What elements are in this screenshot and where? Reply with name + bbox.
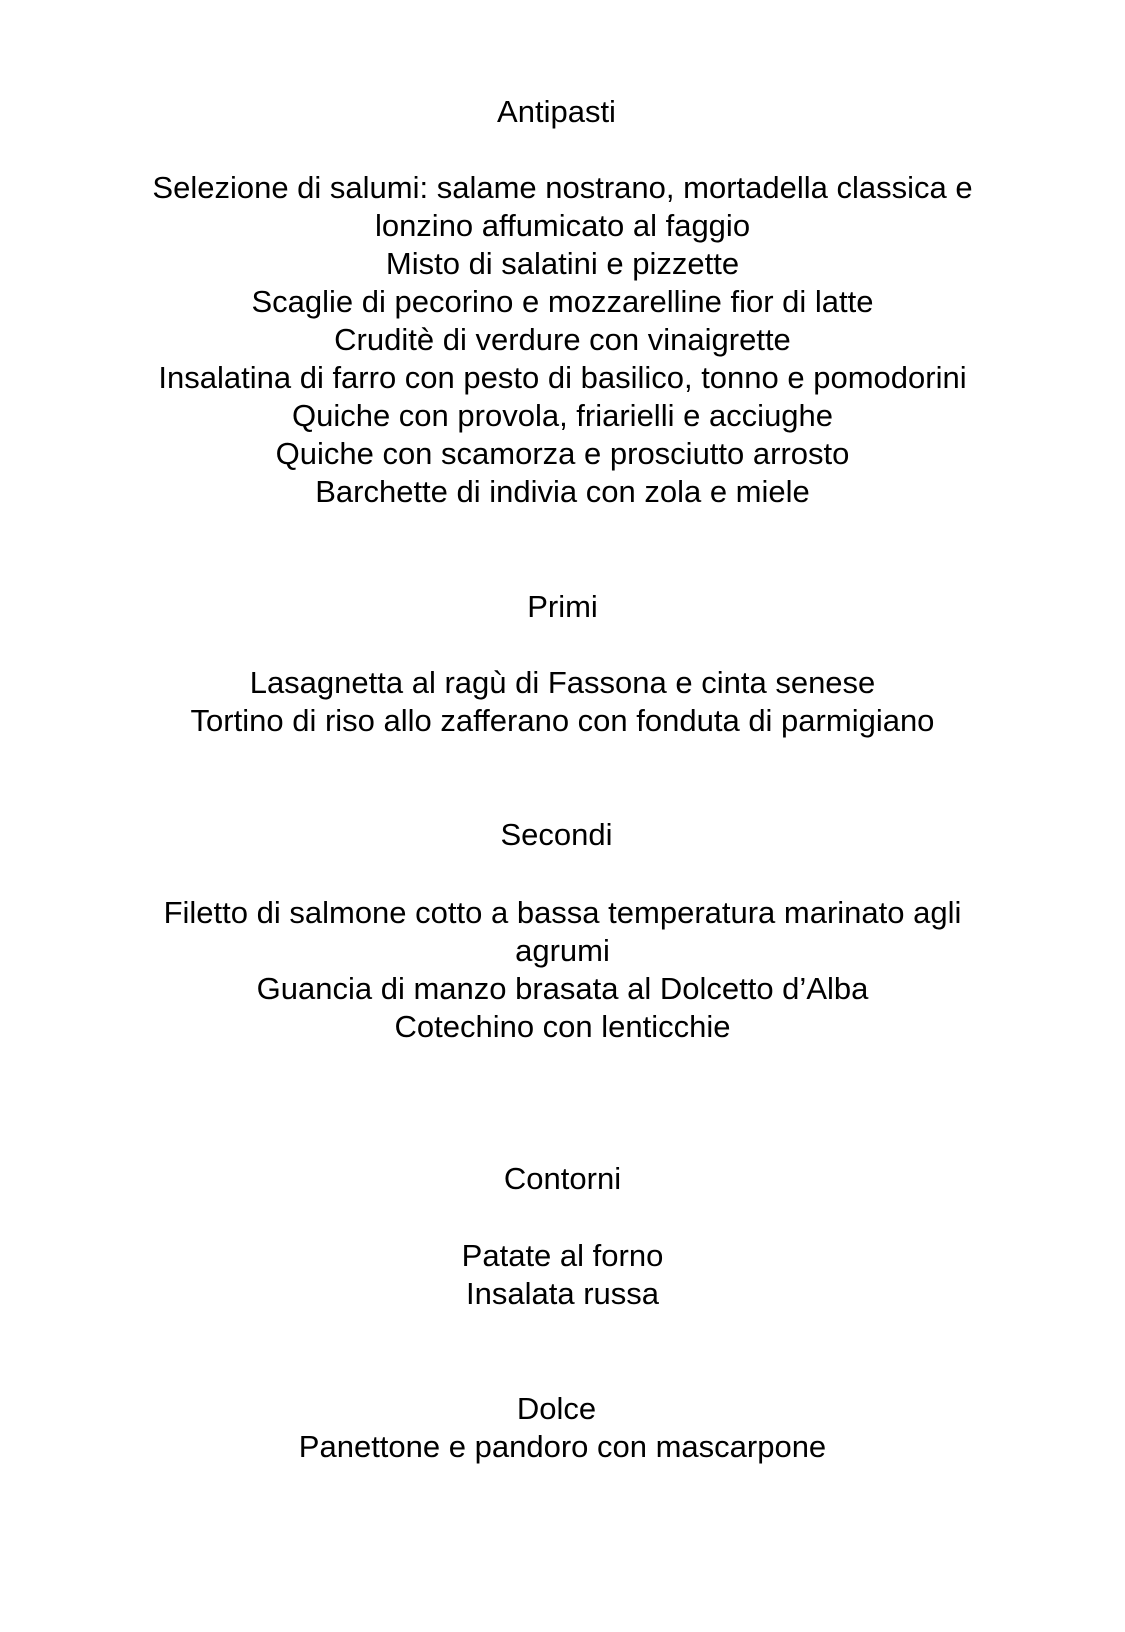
menu-item: Lasagnetta al ragù di Fassona e cinta senese	[249, 665, 876, 700]
menu-item: Panettone e pandoro con mascarpone	[298, 1429, 827, 1464]
menu-item: Selezione di salumi: salame nostrano, mortadella classica e	[152, 170, 973, 205]
menu-item: Barchette di indivia con zola e miele	[315, 474, 810, 509]
section-title-dolce: Dolce	[516, 1391, 597, 1426]
section-title-secondi: Secondi	[500, 817, 613, 852]
section-title-contorni: Contorni	[503, 1161, 622, 1196]
menu-item: Patate al forno	[461, 1238, 664, 1273]
menu-item: Filetto di salmone cotto a bassa temperatura marinato agli	[163, 895, 962, 930]
menu-item: Tortino di riso allo zafferano con fonduta di parmigiano	[190, 703, 935, 738]
menu-item: Quiche con scamorza e prosciutto arrosto	[275, 436, 850, 471]
section-title-antipasti: Antipasti	[497, 94, 616, 129]
menu-item: Misto di salatini e pizzette	[385, 246, 740, 281]
menu-item: Guancia di manzo brasata al Dolcetto d’Alba	[256, 971, 869, 1006]
menu-item: Cotechino con lenticchie	[394, 1009, 731, 1044]
menu-item: Cruditè di verdure con vinaigrette	[334, 322, 791, 357]
menu-item: Quiche con provola, friarielli e acciughe	[291, 398, 834, 433]
menu-item: Insalata russa	[466, 1276, 659, 1311]
menu-item: Insalatina di farro con pesto di basilico, tonno e pomodorini	[158, 360, 967, 395]
section-title-primi: Primi	[527, 589, 598, 624]
menu-item: agrumi	[515, 933, 610, 968]
menu-item: lonzino affumicato al faggio	[374, 208, 751, 243]
menu-item: Scaglie di pecorino e mozzarelline fior di latte	[251, 284, 874, 319]
